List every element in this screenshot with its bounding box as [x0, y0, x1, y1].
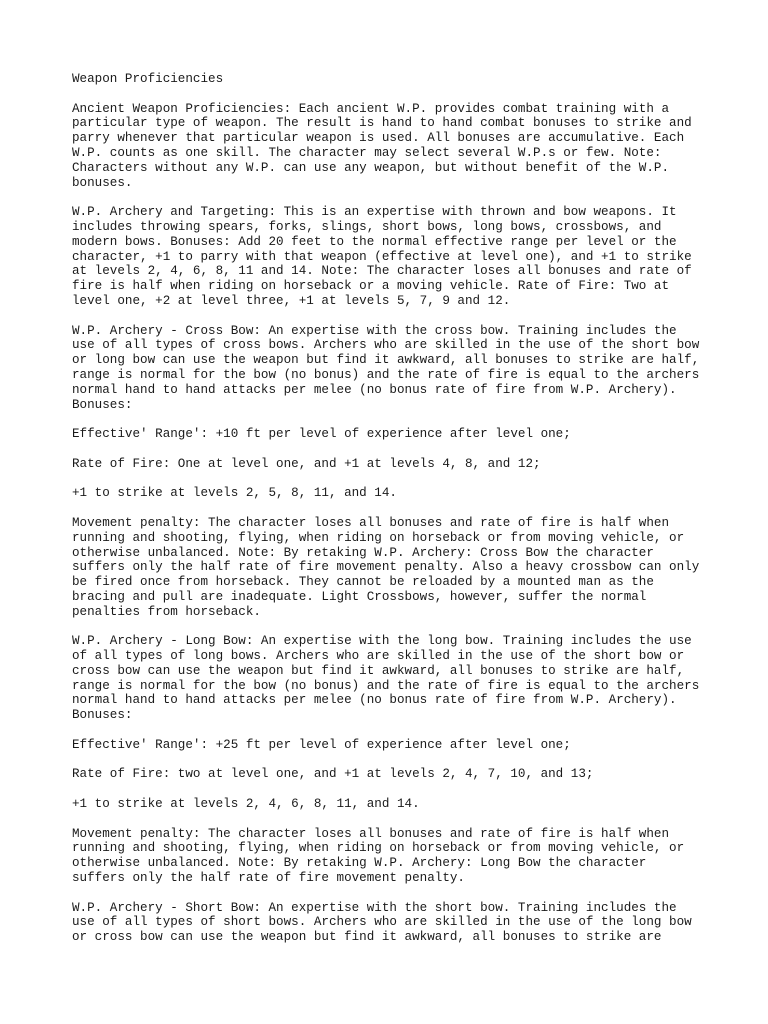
paragraph-long-bow-strike — [72, 797, 712, 812]
paragraph-long-bow-rate — [72, 767, 712, 782]
text-line: W.P. Archery - Cross Bow: An expertise with the cross bow. Training includes the — [72, 323, 677, 338]
text-line: particular type of weapon. The result is hand to hand combat bonuses to strike and — [72, 116, 692, 131]
text-line: +1 to strike at levels 2, 5, 8, 11, and 14. — [72, 486, 397, 501]
text-line: otherwise unbalanced. Note: By retaking W.P. Archery: Long Bow the character — [72, 856, 647, 871]
text-line: use of all types of cross bows. Archers who are skilled in the use of the short bow — [72, 338, 700, 353]
paragraph-short-bow — [72, 901, 712, 945]
text-line: Rate of Fire: One at level one, and +1 at levels 4, 8, and 12; — [72, 456, 541, 471]
text-line: modern bows. Bonuses: Add 20 feet to the normal effective range per level or the — [72, 234, 677, 249]
text-line: normal hand to hand attacks per melee (no bonus rate of fire from W.P. Archery). — [72, 382, 677, 397]
document-title: Weapon Proficiencies — [72, 72, 224, 86]
text-line: Rate of Fire: two at level one, and +1 at levels 2, 4, 7, 10, and 13; — [72, 767, 594, 782]
paragraph-cross-bow-rate — [72, 457, 712, 472]
paragraph-cross-bow-range — [72, 427, 712, 442]
text-line: Movement penalty: The character loses all bonuses and rate of fire is half when — [72, 826, 670, 841]
paragraph-cross-bow-strike — [72, 486, 712, 501]
text-line: range is normal for the bow (no bonus) and the rate of fire is equal to the archers — [72, 678, 700, 693]
text-line: W.P. Archery and Targeting: This is an expertise with thrown and bow weapons. It — [72, 205, 677, 220]
text-line: be fired once from horseback. They cannot be reloaded by a mounted man as the — [72, 575, 654, 590]
text-line: parry whenever that particular weapon is used. All bonuses are accumulative. Each — [72, 131, 685, 146]
text-line: range is normal for the bow (no bonus) and the rate of fire is equal to the archers — [72, 367, 700, 382]
paragraph-cross-bow — [72, 324, 712, 413]
text-line: running and shooting, flying, when riding on horseback or from moving vehicle, or — [72, 530, 685, 545]
text-line: at levels 2, 4, 6, 8, 11 and 14. Note: The character loses all bonuses and rate of — [72, 264, 692, 279]
document-page — [72, 72, 712, 960]
paragraph-long-bow — [72, 634, 712, 723]
text-line: penalties from horseback. — [72, 604, 261, 619]
text-line: of all types of long bows. Archers who are skilled in the use of the short bow or — [72, 649, 685, 664]
text-line: fire is half when riding on horseback or a moving vehicle. Rate of Fire: Two at — [72, 279, 670, 294]
text-line: suffers only the half rate of fire movement penalty. — [72, 871, 465, 886]
text-line: +1 to strike at levels 2, 4, 6, 8, 11, and 14. — [72, 797, 420, 812]
text-line: Characters without any W.P. can use any weapon, but without benefit of the W.P. — [72, 160, 670, 175]
paragraph-long-bow-movement — [72, 827, 712, 886]
text-line: Bonuses: — [72, 397, 133, 412]
text-line: character, +1 to parry with that weapon (effective at level one), and +1 to strike — [72, 249, 692, 264]
text-line: Effective' Range': +10 ft per level of experience after level one; — [72, 427, 571, 442]
text-line: Ancient Weapon Proficiencies: Each ancient W.P. provides combat training with a — [72, 101, 670, 116]
paragraph-ancient-wp — [72, 102, 712, 191]
text-line: bonuses. — [72, 175, 133, 190]
text-line: W.P. Archery - Short Bow: An expertise with the short bow. Training includes the — [72, 900, 677, 915]
text-line: otherwise unbalanced. Note: By retaking W.P. Archery: Cross Bow the character — [72, 545, 654, 560]
text-line: W.P. counts as one skill. The character may select several W.P.s or few. Note: — [72, 145, 662, 160]
document-body — [72, 102, 712, 945]
text-line: W.P. Archery - Long Bow: An expertise with the long bow. Training includes the use — [72, 634, 692, 649]
text-line: normal hand to hand attacks per melee (no bonus rate of fire from W.P. Archery). — [72, 693, 677, 708]
text-line: Movement penalty: The character loses all bonuses and rate of fire is half when — [72, 515, 670, 530]
paragraph-cross-bow-movement — [72, 516, 712, 620]
paragraph-long-bow-range — [72, 738, 712, 753]
text-line: or long bow can use the weapon but find it awkward, all bonuses to strike are half, — [72, 353, 700, 368]
text-line: or cross bow can use the weapon but find it awkward, all bonuses to strike are — [72, 930, 662, 945]
paragraph-archery-targeting — [72, 205, 712, 309]
text-line: bracing and pull are inadequate. Light Crossbows, however, suffer the normal — [72, 589, 647, 604]
text-line: Bonuses: — [72, 708, 133, 723]
text-line: includes throwing spears, forks, slings, short bows, long bows, crossbows, and — [72, 219, 662, 234]
text-line: use of all types of short bows. Archers who are skilled in the use of the long bow — [72, 915, 692, 930]
text-line: running and shooting, flying, when riding on horseback or from moving vehicle, or — [72, 841, 685, 856]
text-line: suffers only the half rate of fire movement penalty. Also a heavy crossbow can only — [72, 560, 700, 575]
text-line: cross bow can use the weapon but find it awkward, all bonuses to strike are half, — [72, 663, 685, 678]
text-line: Effective' Range': +25 ft per level of experience after level one; — [72, 737, 571, 752]
text-line: level one, +2 at level three, +1 at levels 5, 7, 9 and 12. — [72, 293, 511, 308]
